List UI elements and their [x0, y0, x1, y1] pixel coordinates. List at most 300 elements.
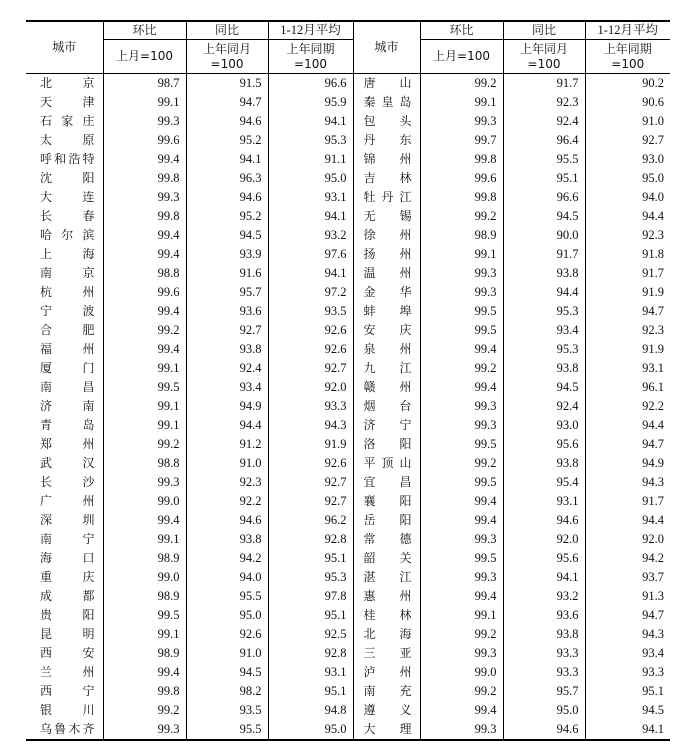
avg-value-left: 94.1 — [268, 264, 353, 283]
yoy-value-right: 93.8 — [503, 625, 585, 644]
city-name-left: 哈 尔 滨 — [40, 228, 95, 242]
city-name-right: 吉 林 — [353, 169, 420, 188]
avg-value-left: 95.1 — [268, 606, 353, 625]
table-row — [26, 549, 670, 568]
avg-value-left: 95.1 — [268, 549, 353, 568]
mom-value-left: 99.4 — [103, 245, 186, 264]
mom-value-left: 99.5 — [103, 378, 186, 397]
table-row — [26, 568, 670, 587]
mom-value-left: 99.1 — [103, 625, 186, 644]
city-name-right: 九 江 — [353, 359, 420, 378]
avg-value-right: 90.6 — [585, 93, 670, 112]
yoy-value-left: 94.7 — [186, 93, 268, 112]
mom-value-left: 99.6 — [103, 131, 186, 150]
city-name-left: 杭 州 — [40, 285, 95, 299]
avg-value-right: 95.0 — [585, 169, 670, 188]
mom-value-left: 98.8 — [103, 454, 186, 473]
table-row — [26, 644, 670, 663]
city-name-left: 南 京 — [40, 266, 95, 280]
table-row — [26, 169, 670, 188]
avg-value-left: 95.0 — [268, 169, 353, 188]
mom-value-left: 99.1 — [103, 397, 186, 416]
yoy-value-left: 95.5 — [186, 587, 268, 606]
yoy-value-right: 93.3 — [503, 644, 585, 663]
avg-value-left: 97.8 — [268, 587, 353, 606]
table-row — [26, 321, 670, 340]
yoy-value-right: 92.4 — [503, 112, 585, 131]
mom-value-right: 99.3 — [420, 264, 503, 283]
avg-value-right: 91.7 — [585, 492, 670, 511]
avg-value-right: 91.9 — [585, 283, 670, 302]
mom-value-right: 99.5 — [420, 302, 503, 321]
city-name-left: 南 昌 — [40, 380, 95, 394]
yoy-base-line2: =100 — [210, 56, 244, 71]
mom-value-left: 99.1 — [103, 359, 186, 378]
avg-value-right: 91.3 — [585, 587, 670, 606]
city-name-right: 丹 东 — [353, 131, 420, 150]
avg-value-left: 94.3 — [268, 416, 353, 435]
avg-value-left: 94.8 — [268, 701, 353, 720]
yoy-value-left: 92.7 — [186, 321, 268, 340]
mom-value-right: 98.9 — [420, 226, 503, 245]
city-name-left: 郑 州 — [40, 437, 95, 451]
mom-value-left: 99.5 — [103, 606, 186, 625]
city-name-left: 沈 阳 — [40, 171, 95, 185]
header-avg-base-right — [585, 40, 670, 74]
mom-value-left: 99.1 — [103, 530, 186, 549]
avg-value-left: 95.1 — [268, 682, 353, 701]
mom-value-right: 99.6 — [420, 169, 503, 188]
avg-value-right: 92.3 — [585, 226, 670, 245]
table-row — [26, 720, 670, 740]
mom-value-left: 99.0 — [103, 492, 186, 511]
header-avg-left: 1-12月平均 — [268, 21, 353, 40]
city-name-right: 赣 州 — [353, 378, 420, 397]
avg-value-right: 93.4 — [585, 644, 670, 663]
city-name-right: 洛 阳 — [353, 435, 420, 454]
yoy-value-right: 93.1 — [503, 492, 585, 511]
mom-value-left: 99.2 — [103, 435, 186, 454]
yoy-value-left: 95.0 — [186, 606, 268, 625]
mom-value-right: 99.4 — [420, 492, 503, 511]
mom-value-right: 99.4 — [420, 378, 503, 397]
yoy-value-left: 96.3 — [186, 169, 268, 188]
yoy-value-right: 94.6 — [503, 511, 585, 530]
mom-value-left: 99.8 — [103, 207, 186, 226]
avg-value-right: 93.3 — [585, 663, 670, 682]
city-name-right: 泉 州 — [353, 340, 420, 359]
city-name-left: 武 汉 — [40, 456, 95, 470]
avg-value-left: 91.1 — [268, 150, 353, 169]
city-name-right: 北 海 — [353, 625, 420, 644]
mom-value-left: 98.9 — [103, 549, 186, 568]
avg-value-right: 93.1 — [585, 359, 670, 378]
avg-value-left: 93.5 — [268, 302, 353, 321]
avg-value-right: 94.1 — [585, 720, 670, 740]
city-name-left: 厦 门 — [40, 361, 95, 375]
yoy-value-right: 94.6 — [503, 720, 585, 740]
yoy-value-left: 94.2 — [186, 549, 268, 568]
avg-value-left: 94.1 — [268, 207, 353, 226]
table-row — [26, 625, 670, 644]
avg-value-left: 92.8 — [268, 530, 353, 549]
city-name-right: 遵 义 — [353, 701, 420, 720]
table-row — [26, 150, 670, 169]
yoy-value-left: 95.2 — [186, 207, 268, 226]
mom-value-left: 99.4 — [103, 340, 186, 359]
city-name-right: 安 庆 — [353, 321, 420, 340]
avg-value-left: 95.3 — [268, 131, 353, 150]
city-name-right: 宜 昌 — [353, 473, 420, 492]
avg-value-left: 92.6 — [268, 340, 353, 359]
mom-value-left: 99.3 — [103, 720, 186, 740]
mom-value-right: 99.5 — [420, 473, 503, 492]
avg-value-right: 92.7 — [585, 131, 670, 150]
yoy-value-left: 94.5 — [186, 663, 268, 682]
city-name-right: 金 华 — [353, 283, 420, 302]
yoy-value-right: 95.5 — [503, 150, 585, 169]
mom-value-right: 99.2 — [420, 74, 503, 94]
yoy-value-right: 94.5 — [503, 207, 585, 226]
header-row-2 — [26, 40, 670, 74]
table-row — [26, 682, 670, 701]
mom-value-right: 99.3 — [420, 644, 503, 663]
avg-value-left: 93.1 — [268, 663, 353, 682]
avg-value-left: 92.0 — [268, 378, 353, 397]
yoy-value-right: 93.6 — [503, 606, 585, 625]
avg-value-right: 91.0 — [585, 112, 670, 131]
yoy-value-right: 96.6 — [503, 188, 585, 207]
mom-value-left: 99.2 — [103, 321, 186, 340]
mom-value-right: 99.4 — [420, 340, 503, 359]
yoy-value-right: 93.0 — [503, 416, 585, 435]
avg-value-left: 92.7 — [268, 359, 353, 378]
avg-value-right: 93.0 — [585, 150, 670, 169]
header-avg-base-left — [268, 40, 353, 74]
yoy-value-left: 91.2 — [186, 435, 268, 454]
city-name-right: 温 州 — [353, 264, 420, 283]
mom-value-left: 98.9 — [103, 587, 186, 606]
yoy-value-right: 95.1 — [503, 169, 585, 188]
yoy-value-right: 92.0 — [503, 530, 585, 549]
avg-value-right: 94.3 — [585, 473, 670, 492]
yoy-value-right: 93.8 — [503, 454, 585, 473]
mom-value-left: 99.4 — [103, 511, 186, 530]
city-name-left: 西 安 — [40, 646, 95, 660]
header-yoy-right: 同比 — [503, 21, 585, 40]
yoy-base-line1: 上年同月 — [519, 41, 568, 56]
avg-value-left: 91.9 — [268, 435, 353, 454]
mom-value-left: 99.2 — [103, 701, 186, 720]
table-row — [26, 74, 670, 94]
city-name-right: 桂 林 — [353, 606, 420, 625]
avg-value-left: 92.5 — [268, 625, 353, 644]
yoy-value-left: 95.5 — [186, 720, 268, 740]
city-name-left: 合 肥 — [40, 323, 95, 337]
yoy-value-left: 91.6 — [186, 264, 268, 283]
yoy-value-right: 95.3 — [503, 302, 585, 321]
avg-value-left: 95.9 — [268, 93, 353, 112]
yoy-value-left: 94.0 — [186, 568, 268, 587]
table-row — [26, 606, 670, 625]
yoy-value-left: 93.5 — [186, 701, 268, 720]
mom-value-right: 99.3 — [420, 416, 503, 435]
city-name-right: 包 头 — [353, 112, 420, 131]
table-row — [26, 112, 670, 131]
avg-value-right: 94.2 — [585, 549, 670, 568]
avg-value-right: 92.3 — [585, 321, 670, 340]
mom-value-right: 99.3 — [420, 568, 503, 587]
mom-value-left: 99.1 — [103, 93, 186, 112]
city-name-right: 唐 山 — [353, 74, 420, 94]
avg-base-line1: 上年同期 — [286, 41, 335, 56]
yoy-value-left: 91.5 — [186, 74, 268, 94]
table-row — [26, 397, 670, 416]
table-row — [26, 435, 670, 454]
header-yoy-base-right — [503, 40, 585, 74]
avg-value-left: 95.3 — [268, 568, 353, 587]
yoy-value-right: 92.4 — [503, 397, 585, 416]
city-name-right: 泸 州 — [353, 663, 420, 682]
avg-value-right: 95.1 — [585, 682, 670, 701]
yoy-value-right: 91.7 — [503, 74, 585, 94]
table-row — [26, 473, 670, 492]
header-mom-right: 环比 — [420, 21, 503, 40]
mom-value-left: 99.4 — [103, 663, 186, 682]
yoy-value-left: 92.3 — [186, 473, 268, 492]
mom-value-right: 99.1 — [420, 93, 503, 112]
city-name-left: 南 宁 — [40, 532, 95, 546]
city-name-left: 长 春 — [40, 209, 95, 223]
avg-value-right: 92.0 — [585, 530, 670, 549]
mom-value-left: 99.4 — [103, 302, 186, 321]
avg-value-right: 96.1 — [585, 378, 670, 397]
yoy-value-left: 93.6 — [186, 302, 268, 321]
city-name-right: 牡 丹 江 — [353, 188, 420, 207]
city-name-left: 大 连 — [40, 190, 95, 204]
city-name-right: 常 德 — [353, 530, 420, 549]
yoy-value-left: 91.0 — [186, 454, 268, 473]
table-row — [26, 530, 670, 549]
yoy-value-left: 94.4 — [186, 416, 268, 435]
yoy-value-right: 95.0 — [503, 701, 585, 720]
avg-value-left: 92.8 — [268, 644, 353, 663]
mom-value-right: 99.2 — [420, 359, 503, 378]
city-name-left: 济 南 — [40, 399, 95, 413]
mom-value-right: 99.4 — [420, 701, 503, 720]
mom-value-left: 99.4 — [103, 150, 186, 169]
avg-value-left: 92.7 — [268, 492, 353, 511]
yoy-value-left: 92.4 — [186, 359, 268, 378]
table-row — [26, 264, 670, 283]
city-name-right: 烟 台 — [353, 397, 420, 416]
yoy-value-right: 94.4 — [503, 283, 585, 302]
yoy-value-right: 95.6 — [503, 435, 585, 454]
header-yoy-base-left — [186, 40, 268, 74]
yoy-value-left: 98.2 — [186, 682, 268, 701]
city-name-left: 深 圳 — [40, 513, 95, 527]
city-name-right: 岳 阳 — [353, 511, 420, 530]
yoy-value-left: 91.0 — [186, 644, 268, 663]
table-row — [26, 663, 670, 682]
city-name-left: 青 岛 — [40, 418, 95, 432]
mom-value-right: 99.2 — [420, 207, 503, 226]
avg-value-right: 94.0 — [585, 188, 670, 207]
avg-value-right: 92.2 — [585, 397, 670, 416]
header-mom-base-right: 上月=100 — [420, 40, 503, 74]
yoy-value-left: 95.7 — [186, 283, 268, 302]
city-name-left: 重 庆 — [40, 570, 95, 584]
avg-value-right: 94.4 — [585, 207, 670, 226]
table-row — [26, 587, 670, 606]
header-city-left: 城市 — [26, 21, 103, 74]
yoy-value-right: 93.3 — [503, 663, 585, 682]
yoy-value-left: 93.4 — [186, 378, 268, 397]
mom-value-right: 99.4 — [420, 511, 503, 530]
city-name-right: 秦 皇 岛 — [353, 93, 420, 112]
city-name-right: 平 顶 山 — [353, 454, 420, 473]
table-row — [26, 359, 670, 378]
avg-value-right: 94.9 — [585, 454, 670, 473]
avg-value-left: 96.6 — [268, 74, 353, 94]
city-name-right: 南 充 — [353, 682, 420, 701]
mom-value-right: 99.2 — [420, 682, 503, 701]
mom-value-right: 99.3 — [420, 112, 503, 131]
yoy-value-right: 95.7 — [503, 682, 585, 701]
city-name-left: 西 宁 — [40, 684, 95, 698]
city-name-left: 呼和浩特 — [40, 152, 95, 166]
yoy-base-line2: =100 — [527, 56, 561, 71]
yoy-value-right: 96.4 — [503, 131, 585, 150]
table-row — [26, 188, 670, 207]
header-yoy-left: 同比 — [186, 21, 268, 40]
mom-value-right: 99.2 — [420, 625, 503, 644]
city-name-left: 长 沙 — [40, 475, 95, 489]
city-name-right: 锦 州 — [353, 150, 420, 169]
header-city-right: 城市 — [353, 21, 420, 74]
header-mom-base-left: 上月=100 — [103, 40, 186, 74]
mom-value-right: 99.3 — [420, 530, 503, 549]
yoy-value-left: 94.6 — [186, 511, 268, 530]
mom-value-right: 99.8 — [420, 150, 503, 169]
mom-value-left: 99.3 — [103, 188, 186, 207]
avg-value-left: 97.2 — [268, 283, 353, 302]
avg-value-right: 94.5 — [585, 701, 670, 720]
table-row — [26, 207, 670, 226]
table-row — [26, 283, 670, 302]
table-row — [26, 302, 670, 321]
city-name-right: 无 锡 — [353, 207, 420, 226]
mom-value-left: 99.0 — [103, 568, 186, 587]
mom-value-right: 99.0 — [420, 663, 503, 682]
table-row — [26, 492, 670, 511]
mom-value-right: 99.5 — [420, 321, 503, 340]
avg-value-right: 90.2 — [585, 74, 670, 94]
table-row — [26, 245, 670, 264]
city-name-left: 昆 明 — [40, 627, 95, 641]
table-row — [26, 511, 670, 530]
city-name-left: 上 海 — [40, 247, 95, 261]
yoy-value-right: 95.3 — [503, 340, 585, 359]
avg-value-left: 92.6 — [268, 321, 353, 340]
city-name-left: 兰 州 — [40, 665, 95, 679]
mom-value-right: 99.3 — [420, 397, 503, 416]
mom-value-right: 99.2 — [420, 454, 503, 473]
city-name-left: 广 州 — [40, 494, 95, 508]
yoy-value-right: 91.7 — [503, 245, 585, 264]
city-name-right: 扬 州 — [353, 245, 420, 264]
avg-value-right: 94.4 — [585, 416, 670, 435]
yoy-value-left: 95.2 — [186, 131, 268, 150]
avg-value-right: 91.9 — [585, 340, 670, 359]
yoy-value-left: 93.8 — [186, 340, 268, 359]
yoy-value-left: 92.2 — [186, 492, 268, 511]
mom-value-left: 99.3 — [103, 112, 186, 131]
city-name-left: 宁 波 — [40, 304, 95, 318]
city-name-left: 北 京 — [40, 76, 95, 90]
mom-value-right: 99.5 — [420, 435, 503, 454]
yoy-value-right: 93.2 — [503, 587, 585, 606]
city-name-right: 惠 州 — [353, 587, 420, 606]
city-name-left: 贵 阳 — [40, 608, 95, 622]
mom-value-right: 99.3 — [420, 720, 503, 740]
mom-value-right: 99.4 — [420, 587, 503, 606]
yoy-value-left: 94.6 — [186, 188, 268, 207]
yoy-value-left: 94.5 — [186, 226, 268, 245]
mom-value-left: 99.4 — [103, 226, 186, 245]
city-name-right: 徐 州 — [353, 226, 420, 245]
city-name-right: 大 理 — [353, 720, 420, 740]
price-index-table — [26, 20, 670, 741]
mom-value-left: 99.8 — [103, 682, 186, 701]
table-row — [26, 131, 670, 150]
yoy-value-right: 93.4 — [503, 321, 585, 340]
city-name-right: 济 宁 — [353, 416, 420, 435]
mom-value-left: 98.7 — [103, 74, 186, 94]
avg-value-right: 91.7 — [585, 264, 670, 283]
mom-value-left: 99.6 — [103, 283, 186, 302]
yoy-value-right: 93.8 — [503, 359, 585, 378]
mom-value-right: 99.5 — [420, 549, 503, 568]
avg-value-right: 94.4 — [585, 511, 670, 530]
yoy-value-right: 93.8 — [503, 264, 585, 283]
avg-value-right: 94.3 — [585, 625, 670, 644]
city-name-right: 襄 阳 — [353, 492, 420, 511]
yoy-base-line1: 上年同月 — [202, 41, 251, 56]
avg-value-right: 91.8 — [585, 245, 670, 264]
yoy-value-left: 92.6 — [186, 625, 268, 644]
city-name-right: 蚌 埠 — [353, 302, 420, 321]
avg-base-line2: =100 — [611, 56, 645, 71]
yoy-value-right: 92.3 — [503, 93, 585, 112]
avg-value-left: 95.0 — [268, 720, 353, 740]
yoy-value-right: 95.6 — [503, 549, 585, 568]
yoy-value-right: 94.5 — [503, 378, 585, 397]
avg-base-line1: 上年同期 — [603, 41, 652, 56]
table-row — [26, 701, 670, 720]
city-name-left: 银 川 — [40, 703, 95, 717]
city-name-left: 太 原 — [40, 133, 95, 147]
city-name-right: 湛 江 — [353, 568, 420, 587]
city-name-left: 石 家 庄 — [40, 114, 95, 128]
table-body — [26, 74, 670, 741]
table-row — [26, 93, 670, 112]
mom-value-left: 98.8 — [103, 264, 186, 283]
yoy-value-left: 94.9 — [186, 397, 268, 416]
table-row — [26, 340, 670, 359]
table-row — [26, 378, 670, 397]
yoy-value-right: 95.4 — [503, 473, 585, 492]
